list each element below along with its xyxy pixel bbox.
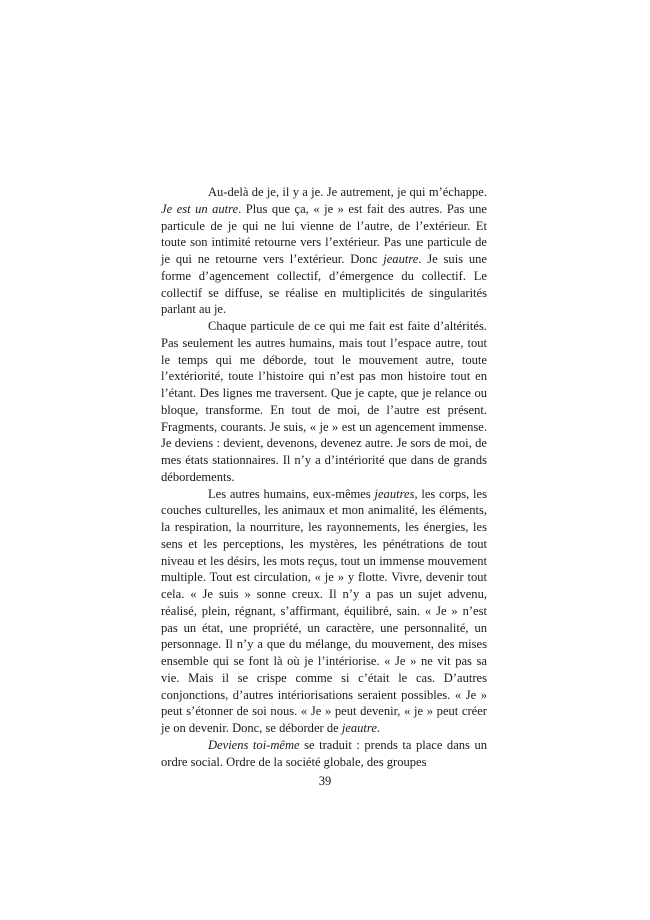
paragraph [161,737,487,771]
text-run: Chaque particule de ce qui me fait est faite d’altérités. Pas seulement les autres humains, mais tout l’espace autre, tout le temps qui me déborde, tout le mouvement autre, toute l’extériorité, toute l’histoire qui n’est pas mon histoire tout en l’étant. Des lignes me traversent. Que je capte, que je relance ou bloque, transforme. En tout de moi, de l’autre est présent. Fragments, courants. Je suis, « je » est un agencement immense. Je deviens : devient, devenons, devenez autre. Je sors de moi, de mes états stationnaires. Il n’y a d’intériorité que dans de grands débordements. [161,319,487,484]
italic-text: jeautres [374,486,415,501]
text-run: Au-delà de je, il y a je. Je autrement, je qui m’échappe. [208,185,487,199]
text-run: . [376,721,381,735]
text-run: . Plus que ça, « je » est fait des autres. Pas une particule de je qui ne lui vienne de l’autre, de l’extérieur. Et toute son intimité retourne vers l’extérieur. Pas une particule de je qui ne retourne vers l’extérieur. Donc [161,201,487,266]
italic-text: Je est un autre [161,201,239,216]
paragraph [161,318,487,486]
page-number: 39 [318,774,332,788]
italic-text: jeautre [341,721,377,735]
text-run: se traduit : prends ta place dans un ordre social. Ordre de la société globale, des groupes [161,737,487,769]
italic-text: Deviens toi-même [208,737,300,752]
text-run: , les corps, les couches culturelles, les animaux et mon animalité, les éléments, la respiration, la nourriture, les rayonnements, les énergies, les sens et les perceptions, les mystères, les pénétrations de tout niveau et les désirs, les mots reçus, tout un immense mouvement multiple. Tout est circulation, « je » y flotte. Vivre, devenir tout cela. « Je suis » sonne creux. Il n’y a pas un sujet advenu, réalisé, plein, régnant, s’affirmant, équilibré, sain. « Je » n’est pas un état, une propriété, un caractère, une personnalité, un personnage. Il n’y a que du mélange, du mouvement, des mises ensemble qui se font là où je l’intériorise. « Je » ne vit pas sa vie. Mais il se crispe comme si c’était le cas. D’autres conjonctions, d’autres intériorisations seraient possibles. « Je » peut s’étonner de soi nous. « Je » peut devenir, « je » peut créer je on devenir. Donc, se déborder de [161,486,487,735]
text-run: Les autres humains, eux-mêmes [208,486,375,501]
body-text [161,184,487,770]
text-run: . Je suis une forme d’agencement collectif, d’émergence du collectif. Le collectif se diffuse, se réalise en multiplicités de singularités parlant au je. [161,252,487,317]
italic-text: jeautre [383,252,419,266]
paragraph [161,486,487,737]
paragraph [161,184,487,318]
